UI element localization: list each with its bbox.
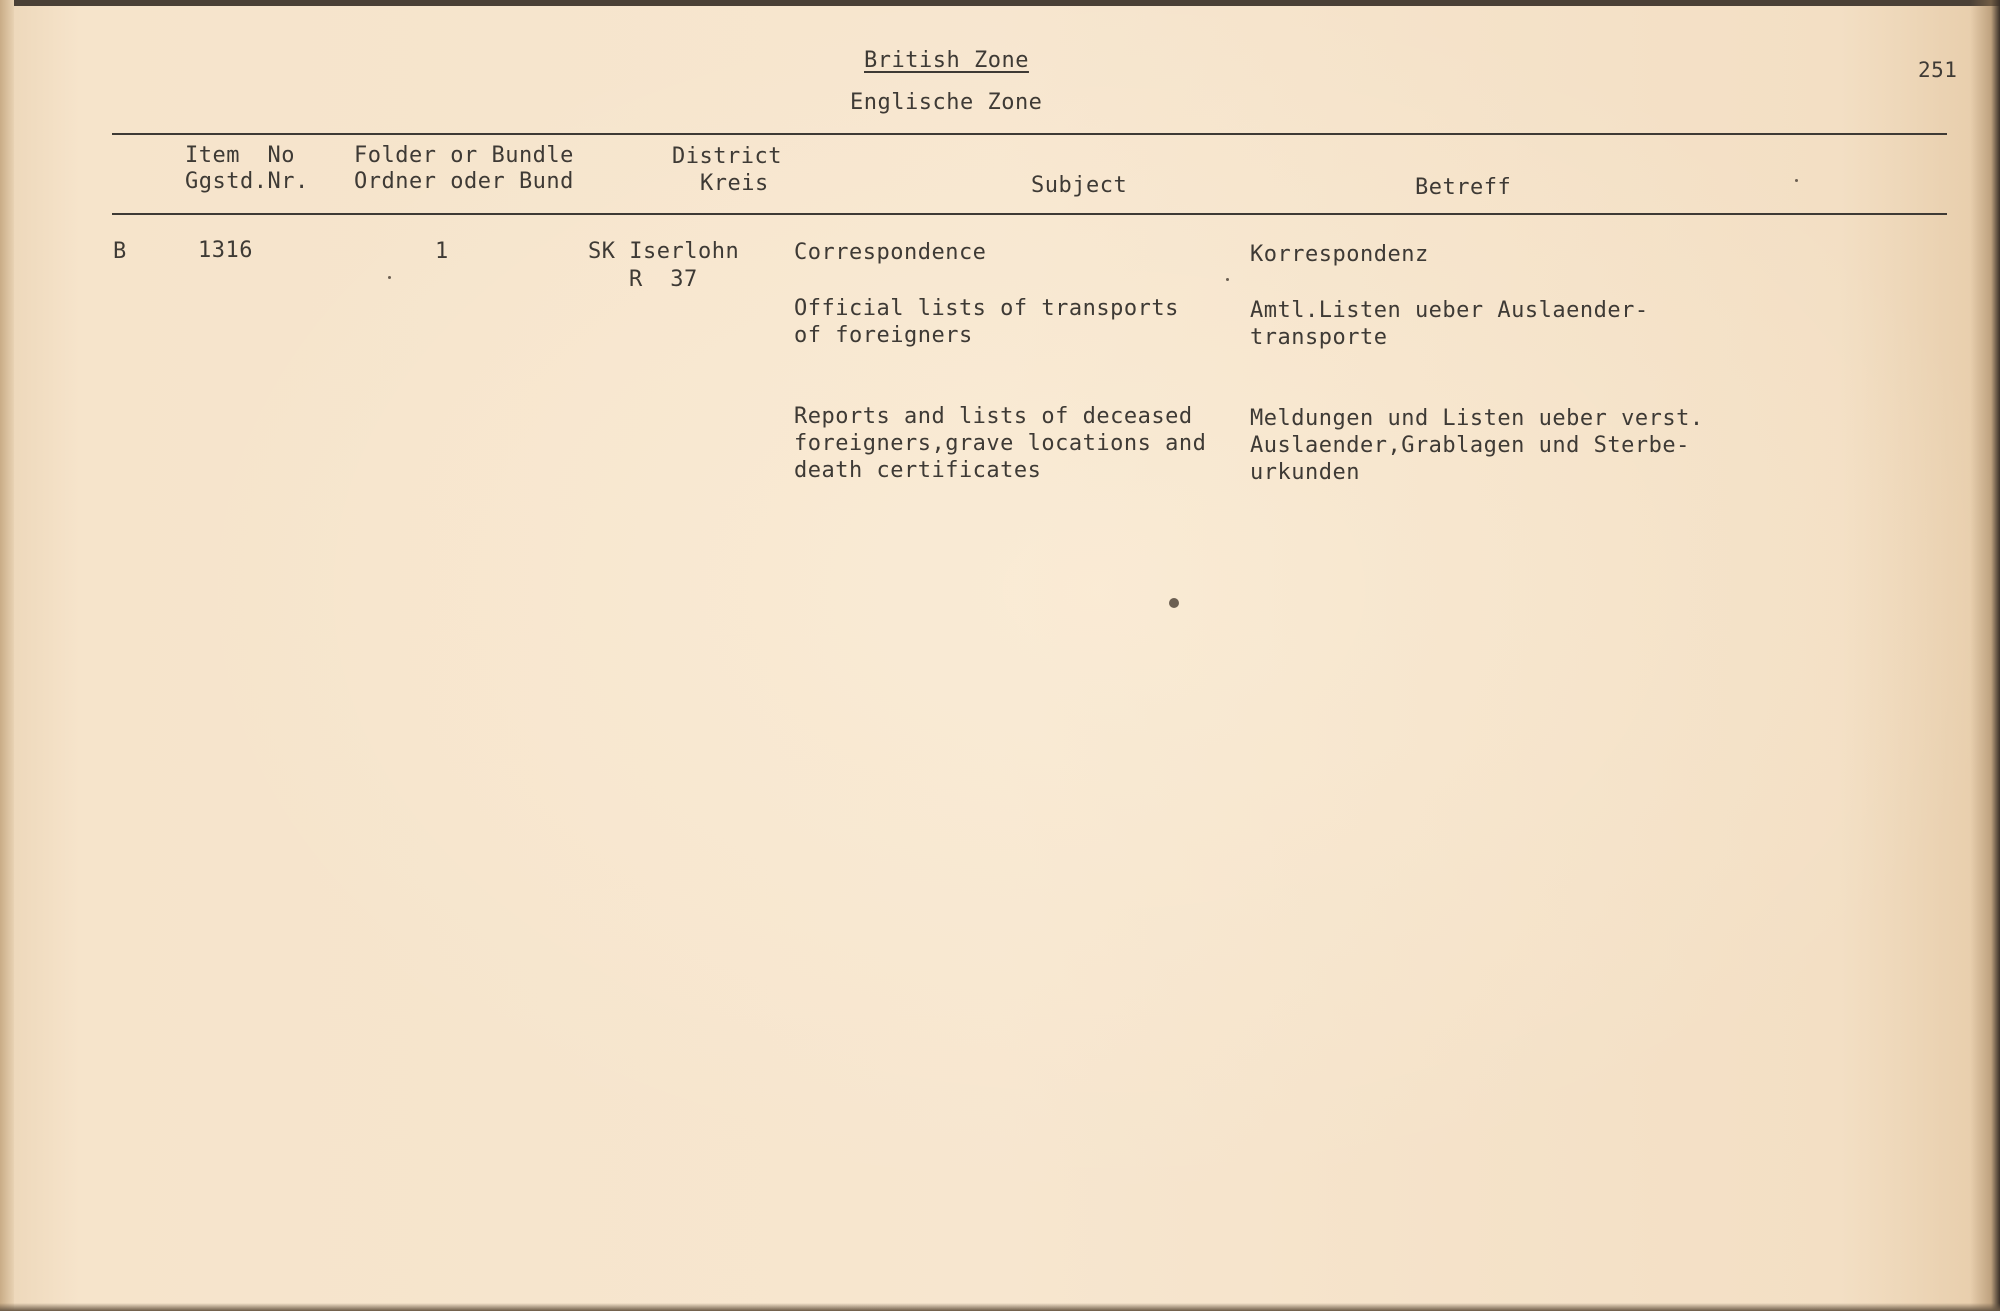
entry-betreff-line: Meldungen und Listen ueber verst. (1250, 406, 1704, 431)
paper-speck (1795, 179, 1798, 182)
paper-speck (388, 276, 391, 279)
entry-betreff-line: transporte (1250, 325, 1388, 350)
paper-speck (1226, 278, 1229, 281)
column-header-subject: Subject (1031, 173, 1128, 198)
paper-speck (1169, 598, 1179, 608)
page-edge-bottom (0, 1303, 2000, 1311)
entry-betreff-line: Auslaender,Grablagen und Sterbe- (1250, 433, 1690, 458)
row-district-code: R 37 (629, 267, 698, 292)
column-header-folder-en: Folder or Bundle (354, 143, 574, 168)
row-district-name: SK Iserlohn (588, 239, 740, 264)
column-header-item-no-de: Ggstd.Nr. (185, 169, 309, 194)
row-item-no: 1316 (198, 238, 253, 263)
entry-subject-line: death certificates (794, 458, 1042, 483)
page-edge-right (1970, 0, 2000, 1311)
entry-betreff-line: Korrespondenz (1250, 242, 1429, 267)
column-header-item-no-en: Item No (185, 143, 295, 168)
page-number: 251 (1918, 58, 1958, 82)
entry-betreff-line: urkunden (1250, 460, 1360, 485)
column-header-district-en: District (672, 144, 782, 169)
page-title: British Zone (864, 48, 1029, 73)
page-subtitle: Englische Zone (850, 90, 1043, 115)
column-header-betreff: Betreff (1415, 175, 1512, 200)
column-header-district-de: Kreis (700, 171, 769, 196)
header-rule-top (112, 133, 1947, 135)
entry-subject-line: Official lists of transports (794, 296, 1179, 321)
entry-subject-line: Correspondence (794, 240, 987, 265)
entry-betreff-line: Amtl.Listen ueber Auslaender- (1250, 298, 1649, 323)
page-edge-top (0, 0, 2000, 6)
entry-subject-line: Reports and lists of deceased (794, 404, 1193, 429)
entry-subject-line: foreigners,grave locations and (794, 431, 1207, 456)
header-rule-bottom (112, 213, 1947, 215)
entry-subject-line: of foreigners (794, 323, 973, 348)
column-header-folder-de: Ordner oder Bund (354, 169, 574, 194)
page-edge-left (0, 0, 14, 1311)
row-prefix: B (113, 239, 127, 264)
row-folder: 1 (435, 239, 449, 264)
